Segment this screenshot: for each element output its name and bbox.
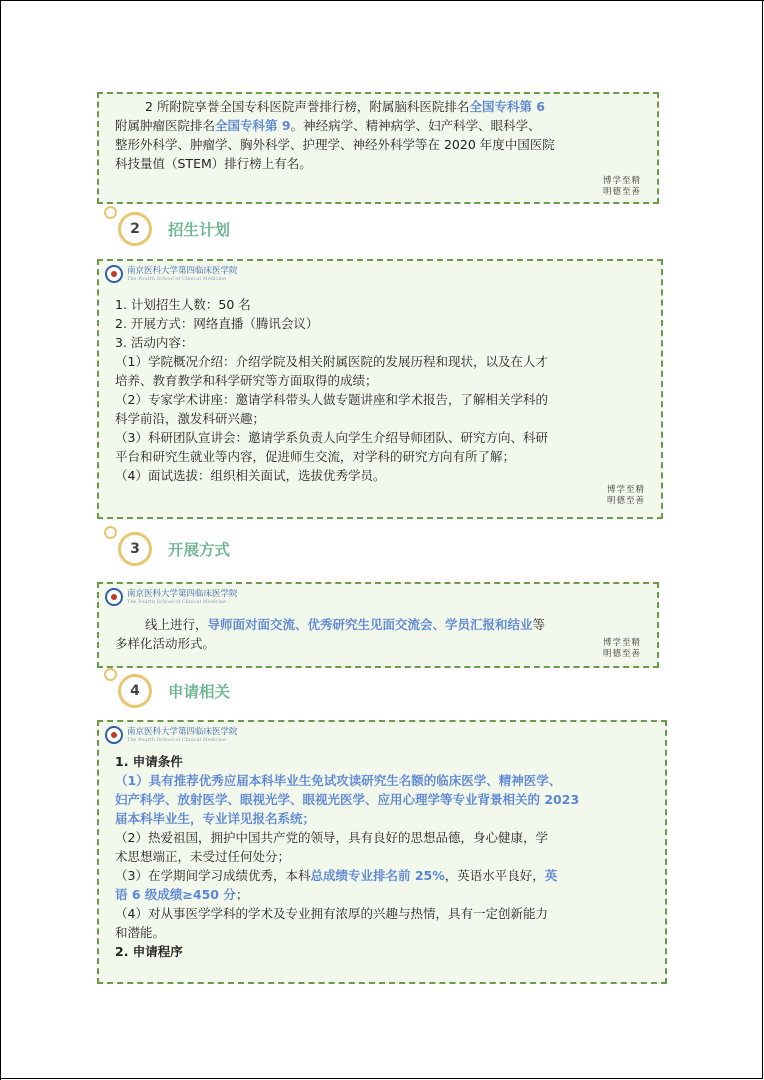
- motto-seal: 博学至精 明德至善: [602, 176, 641, 197]
- highlight-activities: 导师面对面交流、优秀研究生见面交流会、学员汇报和结业: [207, 617, 533, 632]
- section-title: 申请相关: [168, 683, 231, 701]
- school-logo: 南京医科大学第四临床医学院 The Fourth School of Clinical Medicine: [105, 726, 238, 744]
- list-item: （1）学院概况介绍：介绍学院及相关附属医院的发展历程和现状，以及在人才: [115, 354, 548, 369]
- section-number-badge: 4: [118, 674, 152, 708]
- school-logo: 南京医科大学第四临床医学院 The Fourth School of Clinical Medicine: [105, 265, 238, 283]
- section-number-badge: 2: [118, 212, 152, 246]
- list-item: （3）科研团队宣讲会：邀请学系负责人向学生介绍导师团队、研究方向、科研: [115, 430, 548, 445]
- enrollment-plan-box: [97, 259, 663, 519]
- school-emblem-icon: [105, 265, 123, 283]
- list-item: 培养、教育教学和科学研究等方面取得的成绩；: [115, 373, 378, 388]
- bulb-icon: [104, 668, 118, 682]
- activity-format-box: 南京医科大学第四临床医学院 The Fourth School of Clinical Medicine 线上进行，导师面对面交流、优秀研究生见面交流会、学员汇报和结业等 多样化活动形式。 博学至精 明德至善: [97, 582, 659, 668]
- list-item: 科学前沿，激发科研兴趣；: [115, 411, 266, 426]
- list-item: （4）面试选拔：组织相关面试，选拔优秀学员。: [115, 468, 386, 483]
- list-item: 平台和研究生就业等内容，促进师生交流，对学科的研究方向有所了解；: [115, 449, 516, 464]
- motto-seal: 博学至精 明德至善: [602, 638, 641, 659]
- list-item: 3. 活动内容：: [115, 335, 194, 350]
- highlight-rank-9: 全国专科第 9: [215, 118, 291, 133]
- heading-procedure: 2. 申请程序: [115, 944, 183, 959]
- motto-seal: 博学至精 明德至善: [606, 485, 645, 506]
- application-box: 南京医科大学第四临床医学院 The Fourth School of Clinical Medicine 1. 申请条件 （1）具有推荐优秀应届本科毕业生免试攻读研究生名额的临床医学、精神医学、 妇产科学、放射医学、眼视光学、眼视光医学、应用心理学等专业背景相关的 2023 届本科毕业生，专业详见报名系统； （2）热爱祖国，拥护中国共产党的领导，具有良好的思想品德，身心健康，学 术思想端正，未受过任何处分； （3）在学期间学习成绩优秀，本科总成绩专业排名前 25%，英语水平良好，英 语 6 级成绩≥450 分； （4）对从事医学学科的学术及专业拥有浓厚的兴趣与热情，具有一定创新能力 和潜能。 2. 申请程序: [97, 720, 667, 984]
- hospital-ranking-box: 2 所附院享誉全国专科医院声誉排行榜，附属脑科医院排名全国专科第 6 附属肿瘤医院排名全国专科第 9。神经病学、精神病学、妇产科学、眼科学、 整形外科学、肿瘤学、胸外科学、护理学、神经外科学等在 2020 年度中国医院 科技量值（STEM）排行榜上有名。 博学至精 明德至善: [97, 92, 659, 204]
- school-emblem-icon: [105, 726, 123, 744]
- school-logo: 南京医科大学第四临床医学院 The Fourth School of Clinical Medicine: [105, 588, 238, 606]
- list-item: （2）专家学术讲座：邀请学科带头人做专题讲座和学术报告，了解相关学科的: [115, 392, 548, 407]
- highlight-rank-6: 全国专科第 6: [469, 99, 545, 114]
- section-title: 招生计划: [168, 221, 231, 239]
- section-title: 开展方式: [168, 541, 231, 559]
- bulb-icon: [104, 526, 118, 540]
- school-emblem-icon: [105, 588, 123, 606]
- list-item: 1. 计划招生人数：50 名: [115, 297, 251, 312]
- bulb-icon: [104, 206, 118, 220]
- section-number-badge: 3: [118, 532, 152, 566]
- list-item: 2. 开展方式：网络直播（腾讯会议）: [115, 316, 319, 331]
- heading-conditions: 1. 申请条件: [115, 754, 183, 769]
